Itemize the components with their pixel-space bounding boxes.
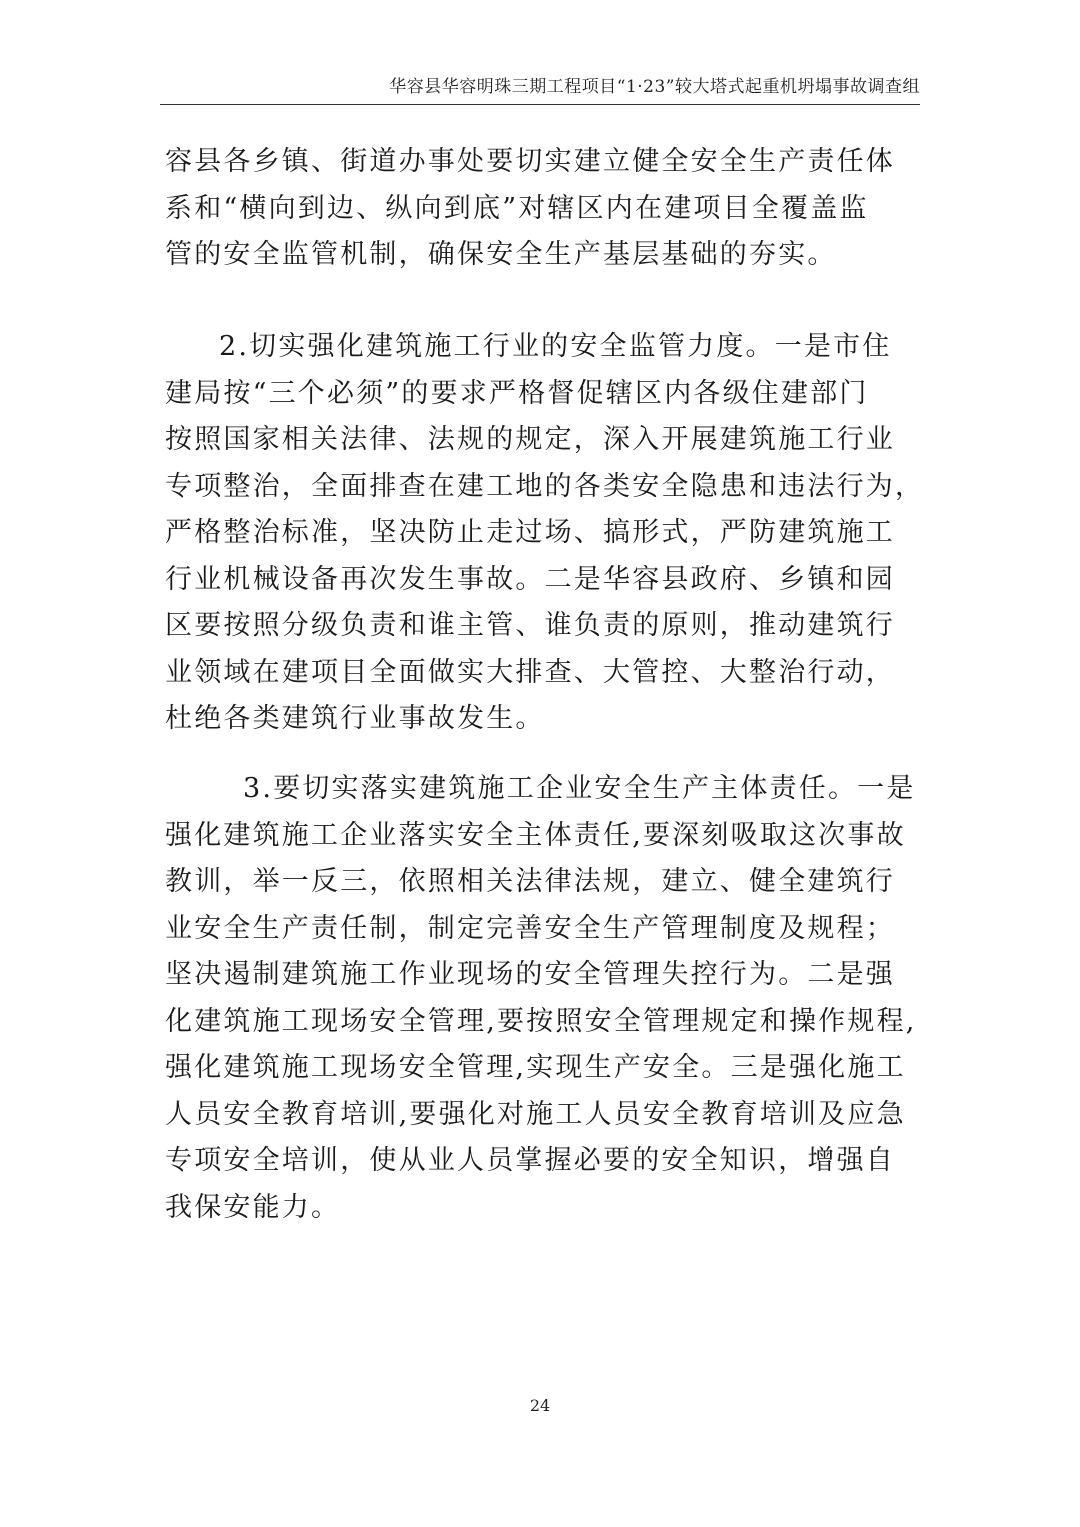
text-line: 人员安全教育培训,要强化对施工人员安全教育培训及应急 — [165, 1098, 906, 1130]
text-line: 行业机械设备再次发生事故。二是华容县政府、乡镇和园 — [165, 563, 895, 595]
paragraph-1 — [165, 139, 925, 279]
text-line: 专项安全培训，使从业人员掌握必要的安全知识，增强自 — [165, 1145, 895, 1176]
text-line: 业领域在建项目全面做实大排查、大管控、大整治行动， — [165, 656, 895, 688]
text-line: 2.切实强化建筑施工行业的安全监管力度。一是市住 — [219, 331, 892, 362]
text-line: 坚决遏制建筑施工作业现场的安全管理失控行为。二是强 — [165, 959, 895, 990]
text-line: 我保安能力。 — [165, 1191, 341, 1223]
text-line: 容县各乡镇、街道办事处要切实建立健全安全生产责任体 — [165, 146, 895, 177]
text-line: 业安全生产责任制，制定完善安全生产管理制度及规程； — [165, 912, 895, 944]
text-line: 杜绝各类建筑行业事故发生。 — [165, 703, 545, 734]
text-line: 系和“横向到边、纵向到底”对辖区内在建项目全覆盖监 — [165, 192, 869, 224]
paragraph-3 — [165, 766, 925, 1231]
paragraph-2 — [165, 324, 925, 743]
text-line: 严格整治标准，坚决防止走过场、搞形式，严防建筑施工 — [165, 517, 895, 548]
text-line: 强化建筑施工现场安全管理,实现生产安全。三是强化施工 — [165, 1052, 906, 1083]
text-line: 专项整治，全面排查在建工地的各类安全隐患和违法行为， — [165, 470, 925, 502]
text-line: 区要按照分级负责和谁主管、谁负责的原则，推动建筑行 — [165, 610, 895, 641]
text-line: 强化建筑施工企业落实安全主体责任,要深刻吸取这次事故 — [165, 819, 906, 851]
text-line: 化建筑施工现场安全管理,要按照安全管理规定和操作规程, — [165, 1005, 917, 1037]
text-line: 按照国家相关法律、法规的规定，深入开展建筑施工行业 — [165, 424, 895, 455]
text-line: 3.要切实落实建筑施工企业安全生产主体责任。一是 — [243, 773, 916, 804]
running-header: 华容县华容明珠三期工程项目“1·23”较大塔式起重机坍塌事故调查组 — [389, 77, 920, 97]
header-divider — [160, 104, 920, 105]
page-number: 24 — [529, 1396, 551, 1415]
text-line: 建局按“三个必须”的要求严格督促辖区内各级住建部门 — [165, 377, 869, 409]
text-line: 教训，举一反三，依照相关法律法规，建立、健全建筑行 — [165, 866, 895, 897]
text-line: 管的安全监管机制，确保安全生产基层基础的夯实。 — [165, 239, 837, 270]
